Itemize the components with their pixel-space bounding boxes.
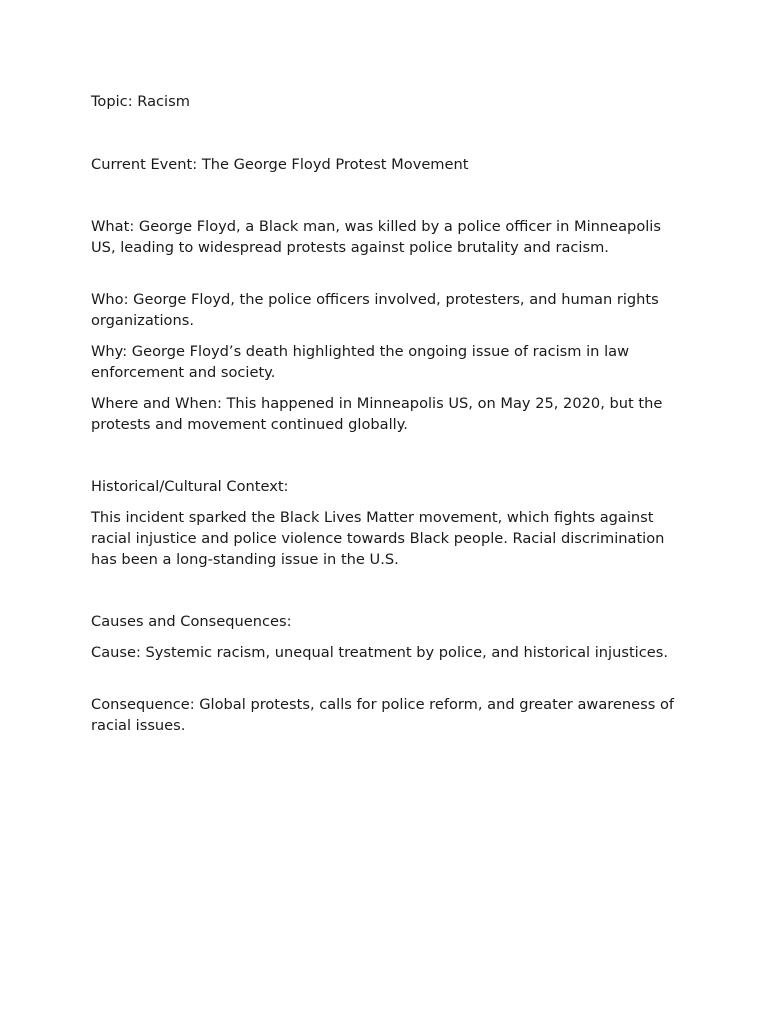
cause-paragraph: Cause: Systemic racism, unequal treatment by police, and historical injustices. [91, 644, 668, 661]
what-paragraph: What: George Floyd, a Black man, was killed by a police officer in Minneapolis US, leading to widespread protests against police brutality and racism. [91, 218, 661, 256]
context-paragraph: This incident sparked the Black Lives Matter movement, which fights against racial injustice and police violence towards Black people. Racial discrimination has been a long-standing issue in the U.S. [91, 509, 665, 568]
consequence-paragraph: Consequence: Global protests, calls for police reform, and greater awareness of racial issues. [91, 696, 675, 734]
who-paragraph: Who: George Floyd, the police officers involved, protesters, and human rights organizations. [91, 291, 659, 329]
current-event-line: Current Event: The George Floyd Protest Movement [91, 156, 469, 173]
where-when-paragraph: Where and When: This happened in Minneapolis US, on May 25, 2020, but the protests and movement continued globally. [91, 395, 663, 433]
topic-line: Topic: Racism [91, 93, 190, 110]
causes-heading: Causes and Consequences: [91, 613, 292, 630]
why-paragraph: Why: George Floyd’s death highlighted the ongoing issue of racism in law enforcement and society. [91, 343, 630, 381]
context-heading: Historical/Cultural Context: [91, 478, 289, 495]
